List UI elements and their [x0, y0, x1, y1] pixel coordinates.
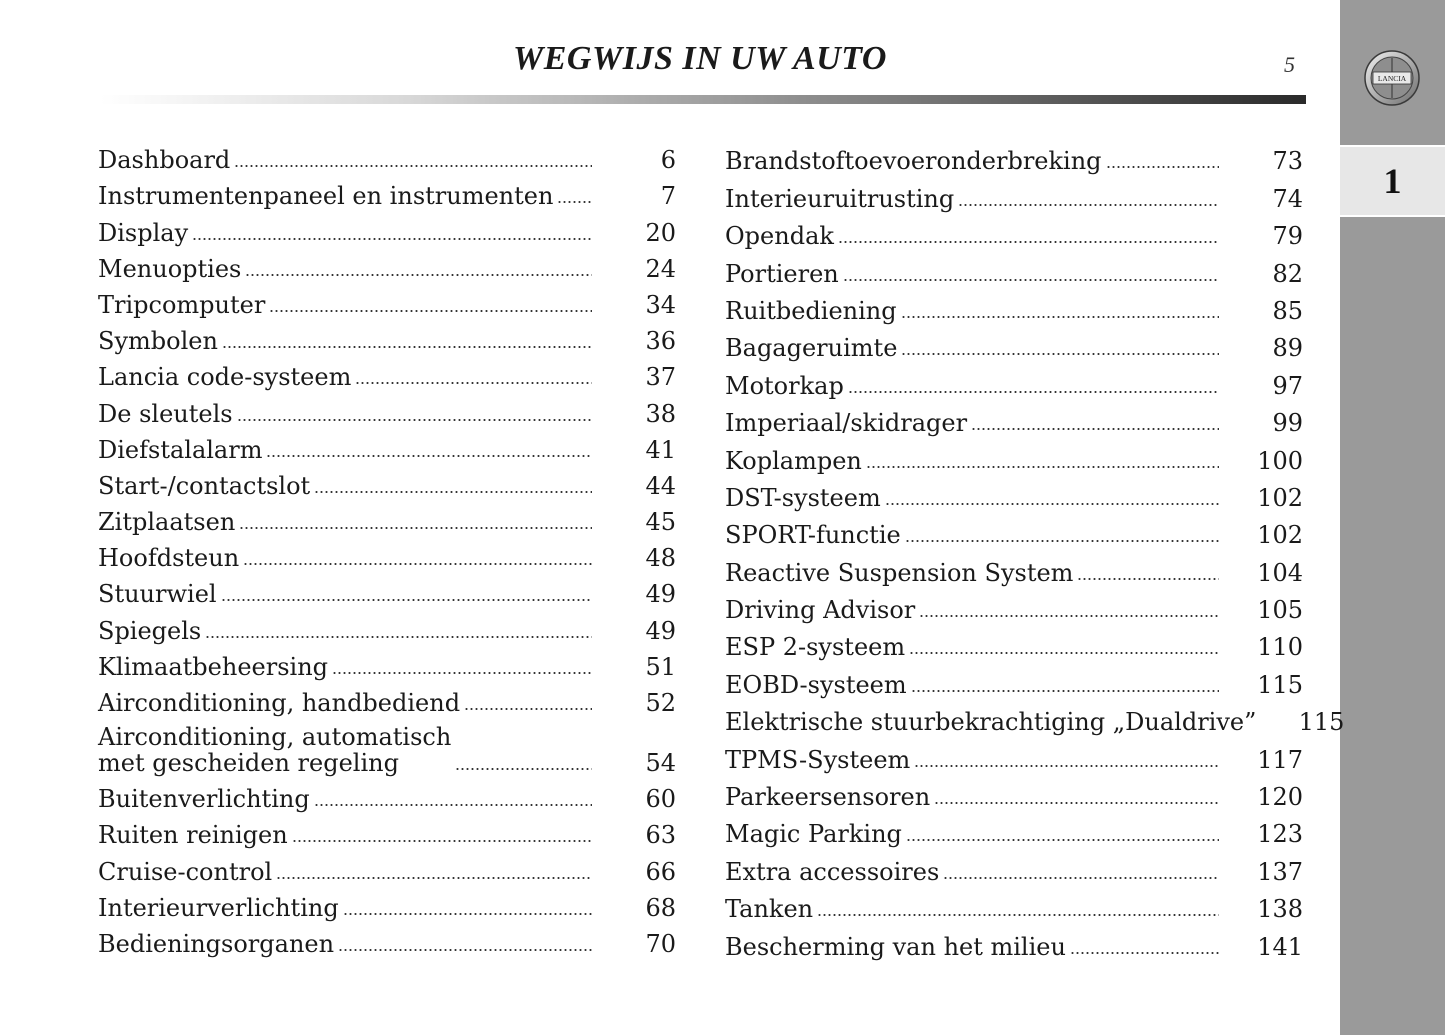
toc-entry-page: 63 — [645, 821, 676, 850]
page-number: 5 — [1284, 52, 1295, 77]
dot-leader — [943, 875, 1219, 881]
toc-entry-label: Zitplaatsen — [98, 508, 236, 537]
toc-entry-label: Spiegels — [98, 616, 202, 645]
toc-entry[interactable] — [98, 282, 676, 318]
dot-leader — [1106, 164, 1219, 170]
toc-entry-label: De sleutels — [98, 399, 233, 428]
toc-entry-label: Menuopties — [98, 254, 242, 283]
toc-entry-label: DST-systeem — [725, 483, 881, 512]
toc-entry-label: Display — [98, 218, 189, 247]
toc-entry[interactable] — [98, 644, 676, 680]
toc-entry-label: Opendak — [725, 222, 834, 251]
toc-entry-label: Extra accessoires — [725, 857, 940, 886]
dot-leader — [901, 351, 1219, 357]
toc-entry-page: 70 — [645, 929, 676, 958]
toc-entry-page: 141 — [1257, 932, 1303, 961]
toc-entry-label: Bedieningsorganen — [98, 929, 335, 958]
toc-entry[interactable] — [98, 463, 676, 499]
toc-entry[interactable] — [98, 535, 676, 571]
toc-entry-page: 123 — [1257, 820, 1303, 849]
dot-leader — [914, 763, 1219, 769]
toc-entry-page: 85 — [1272, 296, 1303, 325]
toc-entry-page: 49 — [645, 616, 676, 645]
toc-entry-page: 49 — [645, 580, 676, 609]
toc-entry-page: 37 — [645, 363, 676, 392]
toc-entry-page: 48 — [645, 544, 676, 573]
toc-entry-page: 79 — [1272, 222, 1303, 251]
toc-entry[interactable] — [725, 249, 1303, 286]
dot-leader — [909, 650, 1219, 656]
dot-leader — [838, 239, 1219, 245]
toc-entry-page: 52 — [645, 689, 676, 717]
toc-entry[interactable] — [725, 212, 1303, 249]
toc-entry-page: 105 — [1257, 596, 1303, 625]
toc-entry[interactable] — [725, 847, 1303, 884]
toc-entry-label: Magic Parking — [725, 820, 902, 849]
dot-leader — [332, 670, 592, 676]
dot-leader — [1070, 950, 1219, 956]
dot-leader — [245, 272, 592, 278]
toc-entry[interactable] — [725, 174, 1303, 211]
toc-entry-label: Airconditioning, handbediend — [98, 689, 461, 717]
dot-leader — [355, 380, 592, 386]
dot-leader — [843, 277, 1219, 283]
toc-entry[interactable] — [98, 209, 676, 245]
dot-leader — [906, 837, 1219, 843]
dot-leader — [848, 389, 1219, 395]
toc-entry-page: 24 — [645, 254, 676, 283]
toc-entry-label: Lancia code-systeem — [98, 363, 352, 392]
toc-entry[interactable] — [98, 173, 676, 209]
toc-entry[interactable] — [725, 399, 1303, 436]
toc-entry[interactable] — [98, 680, 676, 716]
dot-leader — [343, 911, 592, 917]
toc-entry[interactable] — [98, 499, 676, 535]
chapter-tab[interactable]: 1 — [1340, 145, 1445, 217]
toc-entry-page: 60 — [645, 785, 676, 814]
toc-entry-page: 99 — [1272, 409, 1303, 438]
toc-entry[interactable] — [98, 318, 676, 354]
dot-leader — [958, 202, 1219, 208]
toc-entry-label: Ruiten reinigen — [98, 821, 288, 850]
toc-entry[interactable] — [725, 885, 1303, 922]
toc-entry[interactable] — [98, 607, 676, 643]
toc-entry-page: 115 — [1257, 670, 1303, 699]
toc-entry-page: 74 — [1272, 184, 1303, 213]
toc-entry-label: Instrumentenpaneel en instrumenten — [98, 182, 554, 211]
toc-entry[interactable] — [98, 848, 676, 884]
toc-entry[interactable] — [98, 885, 676, 921]
toc-entry-label: Imperiaal/skidrager — [725, 409, 968, 438]
toc-entry-label-line1: Airconditioning, automatisch — [98, 723, 452, 751]
toc-entry[interactable] — [725, 810, 1303, 847]
dot-leader — [314, 489, 592, 495]
dot-leader — [464, 706, 592, 712]
toc-entry-page: 34 — [645, 290, 676, 319]
dot-leader — [237, 417, 592, 423]
toc-entry[interactable] — [725, 735, 1303, 772]
toc-entry[interactable] — [725, 586, 1303, 623]
toc-entry-label: Tanken — [725, 895, 814, 924]
toc-entry-page: 66 — [645, 857, 676, 886]
toc-entry[interactable] — [98, 812, 676, 848]
dot-leader — [557, 199, 592, 205]
page-title: WEGWIJS IN UW AUTO — [513, 40, 887, 77]
dot-leader — [866, 464, 1219, 470]
toc-entry-label: Hoofdsteun — [98, 544, 240, 573]
toc-entry[interactable] — [725, 660, 1303, 697]
toc-entry[interactable] — [98, 716, 676, 776]
dot-leader — [885, 501, 1219, 507]
toc-entry[interactable] — [725, 548, 1303, 585]
dot-leader — [269, 308, 592, 314]
dot-leader — [266, 453, 592, 459]
toc-entry[interactable] — [725, 773, 1303, 810]
toc-entry-label: Elektrische stuurbekrachtiging „Dualdrive” — [725, 708, 1257, 737]
toc-entry[interactable] — [725, 698, 1345, 737]
toc-entry[interactable] — [725, 361, 1303, 398]
dot-leader — [234, 163, 592, 169]
dot-leader — [221, 597, 592, 603]
dot-leader — [901, 314, 1219, 320]
toc-entry-page: 102 — [1257, 483, 1303, 512]
toc-entry-page: 82 — [1272, 259, 1303, 288]
dot-leader — [817, 912, 1219, 918]
toc-entry[interactable] — [98, 246, 676, 282]
toc-entry-label: Koplampen — [725, 446, 862, 475]
dot-leader — [243, 561, 592, 567]
toc-entry[interactable] — [725, 324, 1303, 361]
toc-entry[interactable] — [98, 776, 676, 812]
toc-entry-label: Cruise-control — [98, 857, 273, 886]
toc-entry-page: 102 — [1257, 521, 1303, 550]
toc-entry-page: 138 — [1257, 895, 1303, 924]
dot-leader — [455, 766, 592, 772]
logo-text: LANCIA — [1377, 74, 1407, 83]
toc-entry[interactable] — [98, 427, 676, 463]
toc-entry-page: 54 — [645, 749, 676, 777]
toc-entry-label-line2: met gescheiden regeling — [98, 749, 399, 777]
toc-entry-page: 41 — [645, 435, 676, 464]
toc-entry-label: Bagageruimte — [725, 334, 898, 363]
toc-entry[interactable] — [725, 137, 1303, 174]
toc-entry-page: 73 — [1272, 147, 1303, 176]
toc-entry[interactable] — [98, 137, 676, 173]
toc-entry-page: 6 — [660, 146, 676, 175]
toc-entry-page: 20 — [645, 218, 676, 247]
title-divider — [100, 95, 1306, 104]
toc-entry-page: 137 — [1257, 857, 1303, 886]
toc-entry-page: 100 — [1257, 446, 1303, 475]
dot-leader — [971, 426, 1219, 432]
toc-entry[interactable] — [725, 511, 1303, 548]
toc-left-column — [98, 137, 676, 957]
dot-leader — [205, 634, 592, 640]
toc-entry-page: 44 — [645, 471, 676, 500]
toc-entry-label: Brandstoftoevoeronderbreking — [725, 147, 1102, 176]
dot-leader — [338, 947, 592, 953]
toc-entry-label: Buitenverlichting — [98, 785, 310, 814]
toc-entry-label: Tripcomputer — [98, 290, 266, 319]
toc-entry-label: Start-/contactslot — [98, 471, 311, 500]
dot-leader — [934, 800, 1219, 806]
toc-entry[interactable] — [98, 921, 676, 957]
toc-entry-label: EOBD-systeem — [725, 670, 907, 699]
toc-entry-label: Interieurverlichting — [98, 893, 339, 922]
toc-entry-label: Portieren — [725, 259, 839, 288]
toc-entry-label: Dashboard — [98, 146, 231, 175]
toc-entry[interactable] — [725, 287, 1303, 324]
dot-leader — [222, 344, 592, 350]
toc-entry-page: 7 — [660, 182, 676, 211]
toc-entry[interactable] — [98, 571, 676, 607]
dot-leader — [239, 525, 592, 531]
toc-entry-label: Bescherming van het milieu — [725, 932, 1066, 961]
dot-leader — [919, 613, 1219, 619]
dot-leader — [276, 875, 592, 881]
toc-entry-label: Diefstalalarm — [98, 435, 263, 464]
toc-entry-label: SPORT-functie — [725, 521, 901, 550]
toc-entry-label: Driving Advisor — [725, 596, 916, 625]
toc-entry-label: Reactive Suspension System — [725, 558, 1074, 587]
toc-entry-label: TPMS-Systeem — [725, 745, 911, 774]
lancia-logo-icon — [1364, 50, 1420, 108]
toc-entry-label: Symbolen — [98, 327, 218, 356]
toc-entry-label: Motorkap — [725, 371, 844, 400]
dot-leader — [192, 236, 592, 242]
toc-entry-label: Stuurwiel — [98, 580, 217, 609]
dot-leader — [292, 838, 592, 844]
toc-entry[interactable] — [725, 623, 1303, 660]
dot-leader — [911, 688, 1219, 694]
toc-entry-page: 45 — [645, 508, 676, 537]
toc-entry-label: ESP 2-systeem — [725, 633, 906, 662]
toc-entry-label: Ruitbediening — [725, 296, 897, 325]
toc-entry[interactable] — [725, 436, 1303, 473]
toc-entry-page: 104 — [1257, 558, 1303, 587]
toc-entry-page: 120 — [1257, 783, 1303, 812]
toc-entry-page: 38 — [645, 399, 676, 428]
toc-entry-page: 51 — [645, 652, 676, 681]
toc-entry-page: 115 — [1298, 708, 1345, 737]
toc-entry-label: Parkeersensoren — [725, 783, 931, 812]
toc-entry-page: 110 — [1257, 633, 1303, 662]
toc-entry[interactable] — [725, 922, 1303, 959]
toc-entry-label: Klimaatbeheersing — [98, 652, 329, 681]
dot-leader — [905, 538, 1219, 544]
toc-entry-label: Interieuruitrusting — [725, 184, 955, 213]
toc-entry-page: 36 — [645, 327, 676, 356]
toc-entry[interactable] — [725, 474, 1303, 511]
dot-leader — [314, 802, 592, 808]
toc-entry[interactable] — [98, 390, 676, 426]
toc-entry-page: 68 — [645, 893, 676, 922]
toc-entry-label — [98, 724, 451, 776]
toc-entry-page: 89 — [1272, 334, 1303, 363]
dot-leader — [1077, 576, 1219, 582]
toc-entry-page: 97 — [1272, 371, 1303, 400]
toc-entry[interactable] — [98, 354, 676, 390]
toc-entry-page: 117 — [1257, 745, 1303, 774]
toc-right-column — [725, 137, 1345, 961]
